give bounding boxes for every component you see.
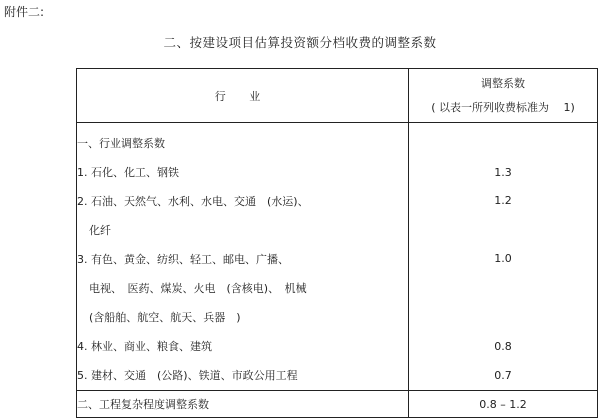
section-1-label: 一、行业调整系数 bbox=[77, 123, 409, 159]
adjustment-coefficient-table bbox=[76, 68, 598, 418]
section-2-row bbox=[77, 391, 598, 418]
coefficient-header-note: ( 以表一所列收费标准为 1) bbox=[431, 100, 575, 114]
row-2-line-2: 化纤 bbox=[89, 224, 111, 237]
table-header-row bbox=[77, 69, 598, 123]
section-1-row bbox=[77, 123, 598, 159]
section-2-value: 0.8 – 1.2 bbox=[409, 391, 598, 418]
table-row bbox=[77, 332, 598, 361]
coefficient-header-title: 调整系数 bbox=[481, 76, 525, 90]
row-4-industry: 4. 林业、商业、粮食、建筑 bbox=[77, 332, 409, 361]
row-2-value: 1.2 bbox=[494, 194, 512, 207]
table-row bbox=[77, 158, 598, 187]
row-3-line-1: 3. 有色、黄金、纺织、轻工、邮电、广播、 bbox=[77, 253, 289, 266]
row-2-line-1: 2. 石油、天然气、水利、水电、交通 (水运)、 bbox=[77, 195, 309, 208]
row-5-industry: 5. 建材、交通 (公路)、铁道、市政公用工程 bbox=[77, 361, 409, 391]
row-2-industry bbox=[77, 187, 409, 245]
row-3-line-2: 电视、 医药、煤炭、火电 (含核电)、 机械 bbox=[89, 282, 307, 295]
coefficient-column-header bbox=[409, 69, 598, 123]
row-1-value: 1.3 bbox=[494, 166, 512, 179]
table-row bbox=[77, 187, 598, 245]
row-3-line-3: (含船舶、航空、航天、兵器 ) bbox=[89, 311, 241, 324]
row-3-industry bbox=[77, 245, 409, 332]
row-3-value: 1.0 bbox=[494, 252, 512, 265]
document-title: 二、按建设项目估算投资额分档收费的调整系数 bbox=[163, 35, 437, 50]
row-5-value: 0.7 bbox=[494, 369, 512, 382]
section-2-label: 二、工程复杂程度调整系数 bbox=[77, 391, 409, 418]
attachment-label: 附件二: bbox=[4, 5, 45, 19]
row-4-value: 0.8 bbox=[494, 340, 512, 353]
row-1-industry: 1. 石化、化工、钢铁 bbox=[77, 158, 409, 187]
table-row bbox=[77, 361, 598, 391]
industry-column-header: 行 业 bbox=[77, 69, 409, 123]
table-row bbox=[77, 245, 598, 332]
